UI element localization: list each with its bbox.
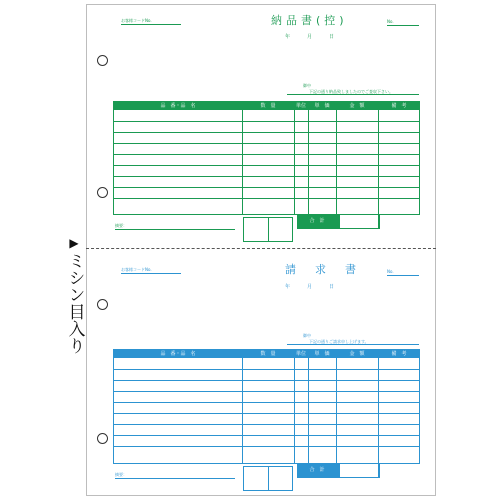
triangle-arrow-icon: ▶	[69, 236, 79, 250]
document-title: 納品書(控)	[271, 14, 348, 27]
total-label: 合 計	[309, 218, 325, 224]
table-header	[114, 350, 419, 358]
remarks-label: 摘要：	[115, 223, 127, 228]
stamp-box	[243, 217, 293, 242]
col-unit-price: 単 価	[314, 103, 330, 109]
col-unit: 単位	[295, 103, 306, 109]
total-label: 合 計	[309, 467, 325, 473]
table-header	[114, 102, 419, 110]
col-unit-price: 単 価	[314, 351, 330, 357]
col-remarks: 備 考	[391, 103, 407, 109]
customer-code-label: お客様コードNo.	[121, 18, 152, 23]
addressee-label: 御中	[303, 83, 311, 88]
punch-hole-icon	[97, 55, 108, 66]
col-quantity: 数 量	[260, 103, 276, 109]
message-text: 下記の通り納品致しましたのでご査収下さい。	[309, 89, 393, 94]
date-label: 年 月 日	[285, 34, 341, 40]
col-amount: 金 額	[349, 351, 365, 357]
addressee-label: 御中	[303, 333, 311, 338]
number-label: No.	[387, 19, 394, 24]
perforation-line	[86, 248, 436, 249]
col-item-name: 品 番・品 名	[160, 351, 196, 357]
document-title: 請 求 書	[285, 263, 360, 276]
punch-hole-icon	[97, 187, 108, 198]
items-table	[113, 101, 420, 215]
message-text: 下記の通りご請求申し上げます。	[309, 339, 369, 344]
total-amount-box	[339, 463, 379, 478]
col-remarks: 備 考	[391, 351, 407, 357]
col-amount: 金 額	[349, 103, 365, 109]
punch-hole-icon	[97, 299, 108, 310]
customer-code-label: お客様コードNo.	[121, 267, 152, 272]
number-label: No.	[387, 269, 394, 274]
date-label: 年 月 日	[285, 284, 341, 290]
total-amount-box	[339, 214, 379, 229]
form-sheet	[86, 4, 436, 496]
perforation-text: ミシン目入り	[64, 252, 85, 354]
items-table	[113, 349, 420, 464]
perforation-label	[64, 236, 84, 354]
remarks-label: 摘要：	[115, 472, 127, 477]
col-item-name: 品 番・品 名	[160, 103, 196, 109]
col-unit: 単位	[295, 351, 306, 357]
punch-hole-icon	[97, 433, 108, 444]
col-quantity: 数 量	[260, 351, 276, 357]
stamp-box	[243, 466, 293, 491]
